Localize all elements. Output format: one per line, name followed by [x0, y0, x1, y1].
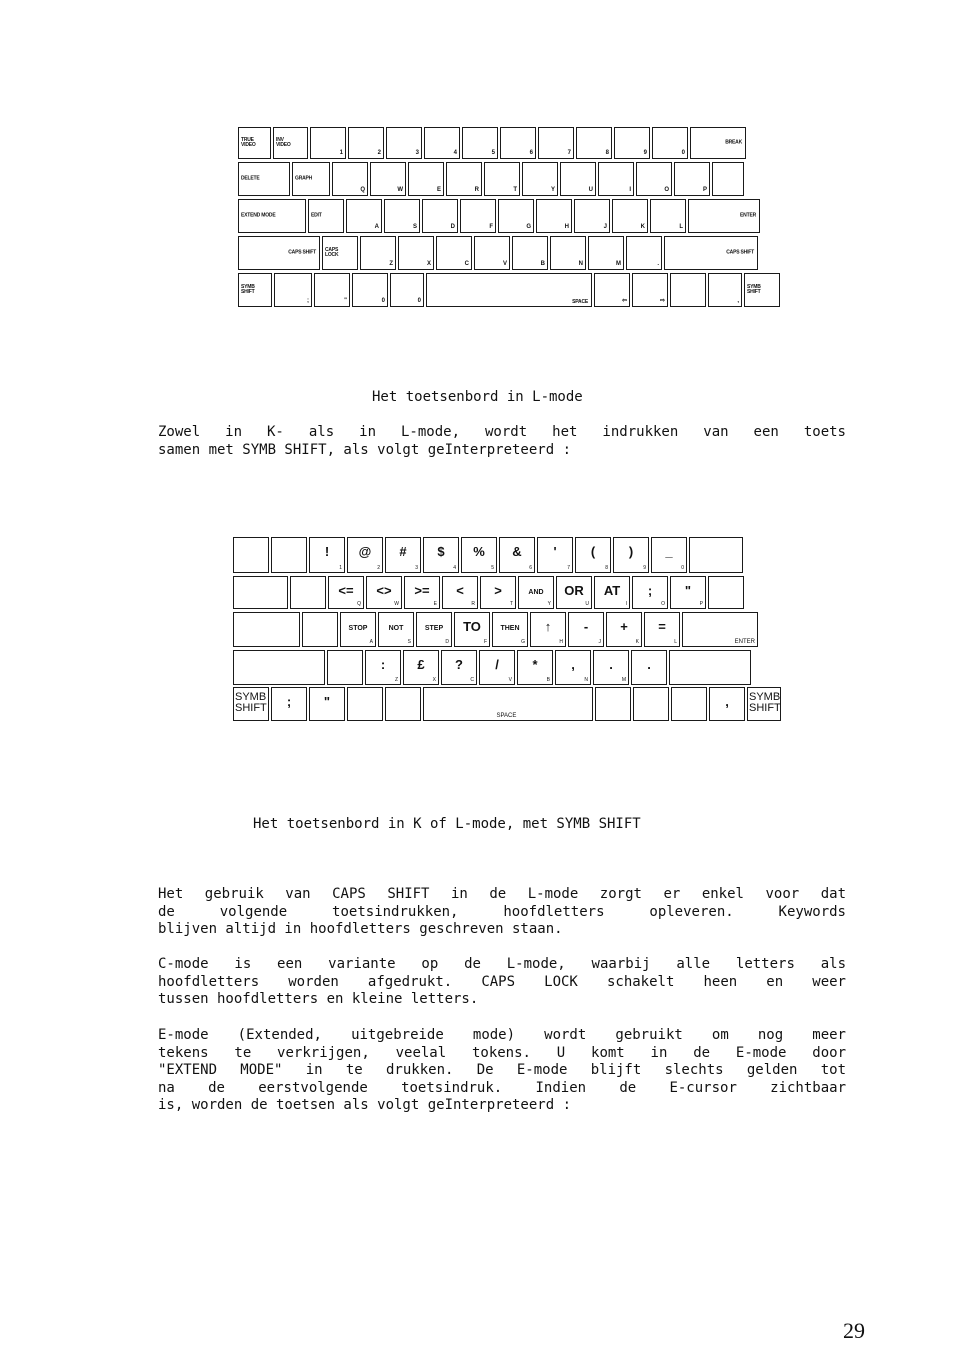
key-character: B — [540, 261, 545, 267]
key-character: 4 — [453, 150, 457, 156]
key-base-letter: X — [432, 677, 436, 683]
key-character: Z — [389, 261, 393, 267]
s-key — [631, 650, 667, 685]
key-symbol: & — [512, 544, 522, 559]
s-key — [347, 537, 383, 573]
l-key — [386, 127, 422, 159]
text-line: tekens te verkrijgen, veelal tokens. U komt in de E-mode door — [158, 1044, 846, 1061]
key-base-letter: D — [445, 639, 449, 645]
l-key — [674, 162, 710, 196]
key-character: T — [513, 187, 517, 193]
key-character: O — [664, 187, 669, 193]
key-character: I — [629, 187, 631, 193]
l-key — [690, 127, 746, 159]
key-symbol: AT — [603, 583, 621, 598]
l-key — [484, 162, 520, 196]
s-key — [613, 537, 649, 573]
key-base-letter: T — [509, 601, 513, 607]
key-character: C — [464, 261, 469, 267]
l-key — [522, 162, 558, 196]
s-key — [233, 612, 300, 647]
key-base-letter: S — [407, 639, 411, 645]
l-key — [688, 199, 760, 233]
key-symbol: = — [658, 619, 666, 634]
paragraph-e-mode — [158, 1027, 846, 1115]
key-label: ENTER — [740, 212, 756, 219]
l-key — [536, 199, 572, 233]
key-character: A — [374, 224, 379, 230]
key-base-letter: 4 — [453, 565, 456, 571]
key-character: 7 — [567, 150, 571, 156]
s-key — [340, 612, 376, 647]
key-label: EXTEND MODE — [241, 212, 276, 219]
key-base-letter: Q — [357, 601, 361, 607]
l-key — [274, 273, 312, 307]
s-key — [302, 612, 338, 647]
key-character: ⇨ — [659, 298, 665, 304]
l-key — [332, 162, 368, 196]
s-key — [385, 687, 421, 721]
key-symbol: _ — [665, 544, 673, 559]
l-key — [670, 273, 706, 307]
s-key — [233, 576, 288, 609]
key-symbol: TO — [463, 619, 481, 634]
key-character: 1 — [339, 150, 343, 156]
s-key — [309, 537, 345, 573]
key-base-letter: 7 — [567, 565, 570, 571]
l-key — [576, 127, 612, 159]
s-key — [233, 687, 269, 721]
s-key — [233, 537, 269, 573]
s-key — [461, 537, 497, 573]
key-symbol: + — [620, 619, 628, 634]
key-base-letter: L — [674, 639, 677, 645]
l-key — [474, 236, 510, 270]
s-key — [633, 687, 669, 721]
s-key — [594, 576, 630, 609]
text-line: C-mode is een variante op de L-mode, waarbij alle letters als — [158, 956, 846, 972]
key-character: K — [640, 224, 645, 230]
l-key — [426, 273, 592, 307]
l-key — [636, 162, 672, 196]
key-symbol: SPACE — [496, 713, 517, 719]
key-character: W — [397, 187, 403, 193]
key-label: DELETE — [241, 175, 260, 182]
s-key — [403, 650, 439, 685]
s-key — [416, 612, 452, 647]
s-key — [492, 612, 528, 647]
s-key — [644, 612, 680, 647]
s-key — [328, 576, 364, 609]
s-key — [479, 650, 515, 685]
key-base-letter: P — [699, 601, 703, 607]
l-key — [594, 273, 630, 307]
l-key — [238, 273, 272, 307]
key-base-letter: O — [661, 601, 665, 607]
l-key — [500, 127, 536, 159]
text-line: E-mode (Extended, uitgebreide mode) wordt gebruikt om nog meer — [158, 1027, 846, 1043]
s-key — [404, 576, 440, 609]
text-line: is, worden de toetsen als volgt geInterpreteerd : — [158, 1097, 572, 1113]
s-key — [537, 537, 573, 573]
key-character: 0 — [681, 150, 685, 156]
key-symbol: : — [380, 657, 386, 672]
key-label: CAPS SHIFT — [288, 249, 316, 256]
key-symbol: " — [323, 694, 331, 709]
key-symbol: > — [494, 583, 502, 598]
key-symbol: THEN — [500, 625, 520, 632]
key-base-letter: N — [584, 677, 588, 683]
key-character: D — [450, 224, 455, 230]
key-character: . — [657, 261, 659, 267]
l-key — [708, 273, 742, 307]
key-symbol: ; — [647, 583, 653, 598]
l-key — [588, 236, 624, 270]
l-key — [398, 236, 434, 270]
key-symbol: SYMB SHIFT — [235, 691, 267, 714]
key-label: BREAK — [725, 139, 742, 146]
key-symbol: # — [399, 544, 407, 559]
key-label: TRUE VIDEO — [241, 137, 256, 148]
key-label: INV VIDEO — [276, 137, 291, 148]
l-key — [664, 236, 758, 270]
key-symbol: ( — [590, 544, 596, 559]
key-base-letter: R — [471, 601, 475, 607]
s-key — [682, 612, 758, 647]
key-character: L — [679, 224, 683, 230]
key-character: 8 — [605, 150, 609, 156]
l-key — [712, 162, 744, 196]
s-key — [378, 612, 414, 647]
key-symbol: < — [456, 583, 464, 598]
s-key — [499, 537, 535, 573]
key-character: S — [412, 224, 417, 230]
key-symbol: OR — [564, 583, 584, 598]
key-character: Y — [550, 187, 555, 193]
key-character: U — [588, 187, 593, 193]
s-key — [606, 612, 642, 647]
key-symbol: . — [609, 657, 613, 672]
key-base-letter: K — [635, 639, 639, 645]
key-character: 6 — [529, 150, 533, 156]
key-base-letter: 6 — [529, 565, 532, 571]
key-symbol: STOP — [348, 625, 368, 632]
key-symbol: ; — [286, 694, 292, 709]
key-symbol: STEP — [424, 625, 444, 632]
s-key — [454, 612, 490, 647]
l-key — [744, 273, 780, 307]
l-key — [598, 162, 634, 196]
key-symbol: % — [473, 544, 485, 559]
key-base-letter: 3 — [415, 565, 418, 571]
l-key — [614, 127, 650, 159]
s-key — [290, 576, 326, 609]
key-symbol: , — [725, 694, 729, 709]
intro-line: Zowel in K- als in L-mode, wordt het indrukken van een toets — [158, 424, 846, 440]
s-key — [632, 576, 668, 609]
s-key — [233, 650, 325, 685]
l-key — [422, 199, 458, 233]
key-symbol: AND — [528, 589, 544, 596]
l-key — [360, 236, 396, 270]
key-character: J — [603, 224, 607, 230]
l-key — [650, 199, 686, 233]
key-character: V — [502, 261, 507, 267]
key-base-letter: Z — [394, 677, 398, 683]
key-symbol: * — [532, 657, 538, 672]
key-symbol: NOT — [388, 625, 404, 632]
s-key — [423, 687, 593, 721]
l-key — [322, 236, 358, 270]
key-base-letter: E — [433, 601, 437, 607]
intro-paragraph — [158, 424, 846, 459]
l-key — [308, 199, 344, 233]
s-key — [347, 687, 383, 721]
key-character: F — [489, 224, 493, 230]
s-key — [671, 687, 707, 721]
key-base-letter: F — [483, 639, 487, 645]
key-character: N — [578, 261, 583, 267]
key-symbol: >= — [414, 583, 430, 598]
s-key — [441, 650, 477, 685]
key-symbol: , — [571, 657, 575, 672]
key-symbol: / — [495, 657, 499, 672]
text-line: "EXTEND MODE" in te drukken. De E-mode blijft slechts gelden tot — [158, 1062, 846, 1078]
l-key — [273, 127, 308, 159]
s-key — [575, 537, 611, 573]
key-symbol: . — [647, 657, 651, 672]
key-character: ⇦ — [621, 298, 627, 304]
text-line: de volgende toetsindrukken, hoofdletters opleveren. Keywords — [158, 903, 846, 920]
key-character: R — [474, 187, 479, 193]
key-base-letter: C — [470, 677, 474, 683]
s-key — [480, 576, 516, 609]
s-key — [365, 650, 401, 685]
key-character: M — [616, 261, 621, 267]
l-key — [238, 236, 320, 270]
s-key — [568, 612, 604, 647]
key-base-letter: 1 — [339, 565, 342, 571]
text-line: na de eerstvolgende toetsindruk. Indien de E-cursor zichtbaar — [158, 1079, 846, 1096]
s-key — [709, 687, 745, 721]
key-base-letter: 2 — [377, 565, 380, 571]
key-label: SYMB SHIFT — [747, 284, 761, 295]
caption-symb-shift: Het toetsenbord in K of L-mode, met SYMB SHIFT — [253, 816, 641, 832]
key-symbol: ) — [628, 544, 634, 559]
key-character: 0 — [381, 298, 385, 304]
key-base-letter: 9 — [643, 565, 646, 571]
l-key — [310, 127, 346, 159]
l-key — [384, 199, 420, 233]
key-base-letter: U — [585, 601, 589, 607]
s-key — [327, 650, 363, 685]
page-number: 29 — [843, 1318, 865, 1343]
key-character: 2 — [377, 150, 381, 156]
key-symbol: - — [583, 619, 589, 634]
key-base-letter: Y — [547, 601, 551, 607]
key-base-letter: M — [621, 677, 626, 683]
key-character: 5 — [491, 150, 495, 156]
key-base-letter: W — [394, 601, 399, 607]
s-key — [309, 687, 345, 721]
l-key — [512, 236, 548, 270]
key-symbol: <> — [376, 583, 392, 598]
l-key — [446, 162, 482, 196]
s-key — [747, 687, 781, 721]
s-key — [708, 576, 744, 609]
l-key — [550, 236, 586, 270]
key-symbol: <= — [338, 583, 354, 598]
key-label: SPACE — [572, 299, 588, 305]
key-character: 3 — [415, 150, 419, 156]
s-key — [595, 687, 631, 721]
key-character: P — [702, 187, 707, 193]
key-character: ; — [307, 298, 309, 304]
l-key — [238, 127, 271, 159]
key-base-letter: V — [508, 677, 512, 683]
l-key — [390, 273, 424, 307]
l-key — [424, 127, 460, 159]
s-key — [555, 650, 591, 685]
key-character: X — [426, 261, 431, 267]
key-symbol: $ — [437, 544, 445, 559]
l-key — [460, 199, 496, 233]
key-label: CAPS SHIFT — [726, 249, 754, 256]
s-key — [442, 576, 478, 609]
key-symbol: " — [684, 583, 692, 598]
key-symbol: @ — [358, 544, 372, 559]
s-key — [689, 537, 743, 573]
l-key — [314, 273, 350, 307]
l-key — [574, 199, 610, 233]
text-line: tussen hoofdletters en kleine letters. — [158, 991, 479, 1007]
key-character: E — [436, 187, 441, 193]
key-base-letter: 8 — [605, 565, 608, 571]
key-base-letter: B — [546, 677, 550, 683]
key-symbol: £ — [417, 657, 425, 672]
l-key — [346, 199, 382, 233]
s-key — [366, 576, 402, 609]
paragraph-c-mode — [158, 956, 846, 1009]
l-key — [292, 162, 330, 196]
key-label: EDIT — [311, 212, 322, 219]
s-key — [556, 576, 592, 609]
text-line: hoofdletters worden afgedrukt. CAPS LOCK schakelt heen en weer — [158, 973, 846, 990]
key-base-letter: A — [369, 639, 373, 645]
l-key — [652, 127, 688, 159]
key-character: Q — [360, 187, 365, 193]
key-label: CAPS LOCK — [325, 247, 339, 258]
l-key — [626, 236, 662, 270]
key-base-letter: H — [559, 639, 563, 645]
text-line: Het gebruik van CAPS SHIFT in de L-mode zorgt er enkel voor dat — [158, 886, 846, 902]
text-line: blijven altijd in hoofdletters geschreven staan. — [158, 921, 563, 937]
l-key — [238, 199, 306, 233]
caption-l-mode: Het toetsenbord in L-mode — [372, 389, 583, 405]
key-character: , — [737, 298, 739, 304]
key-character: " — [344, 298, 347, 304]
s-key — [651, 537, 687, 573]
s-key — [670, 576, 706, 609]
key-base-letter: J — [598, 639, 601, 645]
l-key — [462, 127, 498, 159]
s-key — [593, 650, 629, 685]
l-key — [498, 199, 534, 233]
l-key — [370, 162, 406, 196]
s-key — [271, 537, 307, 573]
key-label: SYMB SHIFT — [241, 284, 255, 295]
key-character: 0 — [417, 298, 421, 304]
key-symbol: ! — [324, 544, 330, 559]
key-symbol: ↑ — [544, 619, 552, 634]
intro-line: samen met SYMB SHIFT, als volgt geInterpreteerd : — [158, 441, 572, 458]
s-key — [530, 612, 566, 647]
paragraph-caps-shift — [158, 886, 846, 939]
l-key — [560, 162, 596, 196]
s-key — [517, 650, 553, 685]
s-key — [669, 650, 751, 685]
s-key — [385, 537, 421, 573]
key-character: 9 — [643, 150, 647, 156]
s-key — [423, 537, 459, 573]
s-key — [518, 576, 554, 609]
l-key — [538, 127, 574, 159]
l-key — [348, 127, 384, 159]
key-base-letter: 5 — [491, 565, 494, 571]
l-key — [612, 199, 648, 233]
key-symbol: ' — [553, 544, 557, 559]
s-key — [271, 687, 307, 721]
key-symbol: SYMB SHIFT — [749, 691, 781, 714]
l-key — [436, 236, 472, 270]
l-key — [408, 162, 444, 196]
key-base-letter: G — [521, 639, 525, 645]
key-label: GRAPH — [295, 175, 313, 182]
key-character: G — [526, 224, 531, 230]
l-key — [238, 162, 290, 196]
key-symbol: ENTER — [734, 639, 755, 645]
key-base-letter: 0 — [681, 565, 684, 571]
key-base-letter: I — [625, 601, 627, 607]
key-character: H — [564, 224, 569, 230]
l-key — [352, 273, 388, 307]
key-symbol: ? — [455, 657, 463, 672]
l-key — [632, 273, 668, 307]
